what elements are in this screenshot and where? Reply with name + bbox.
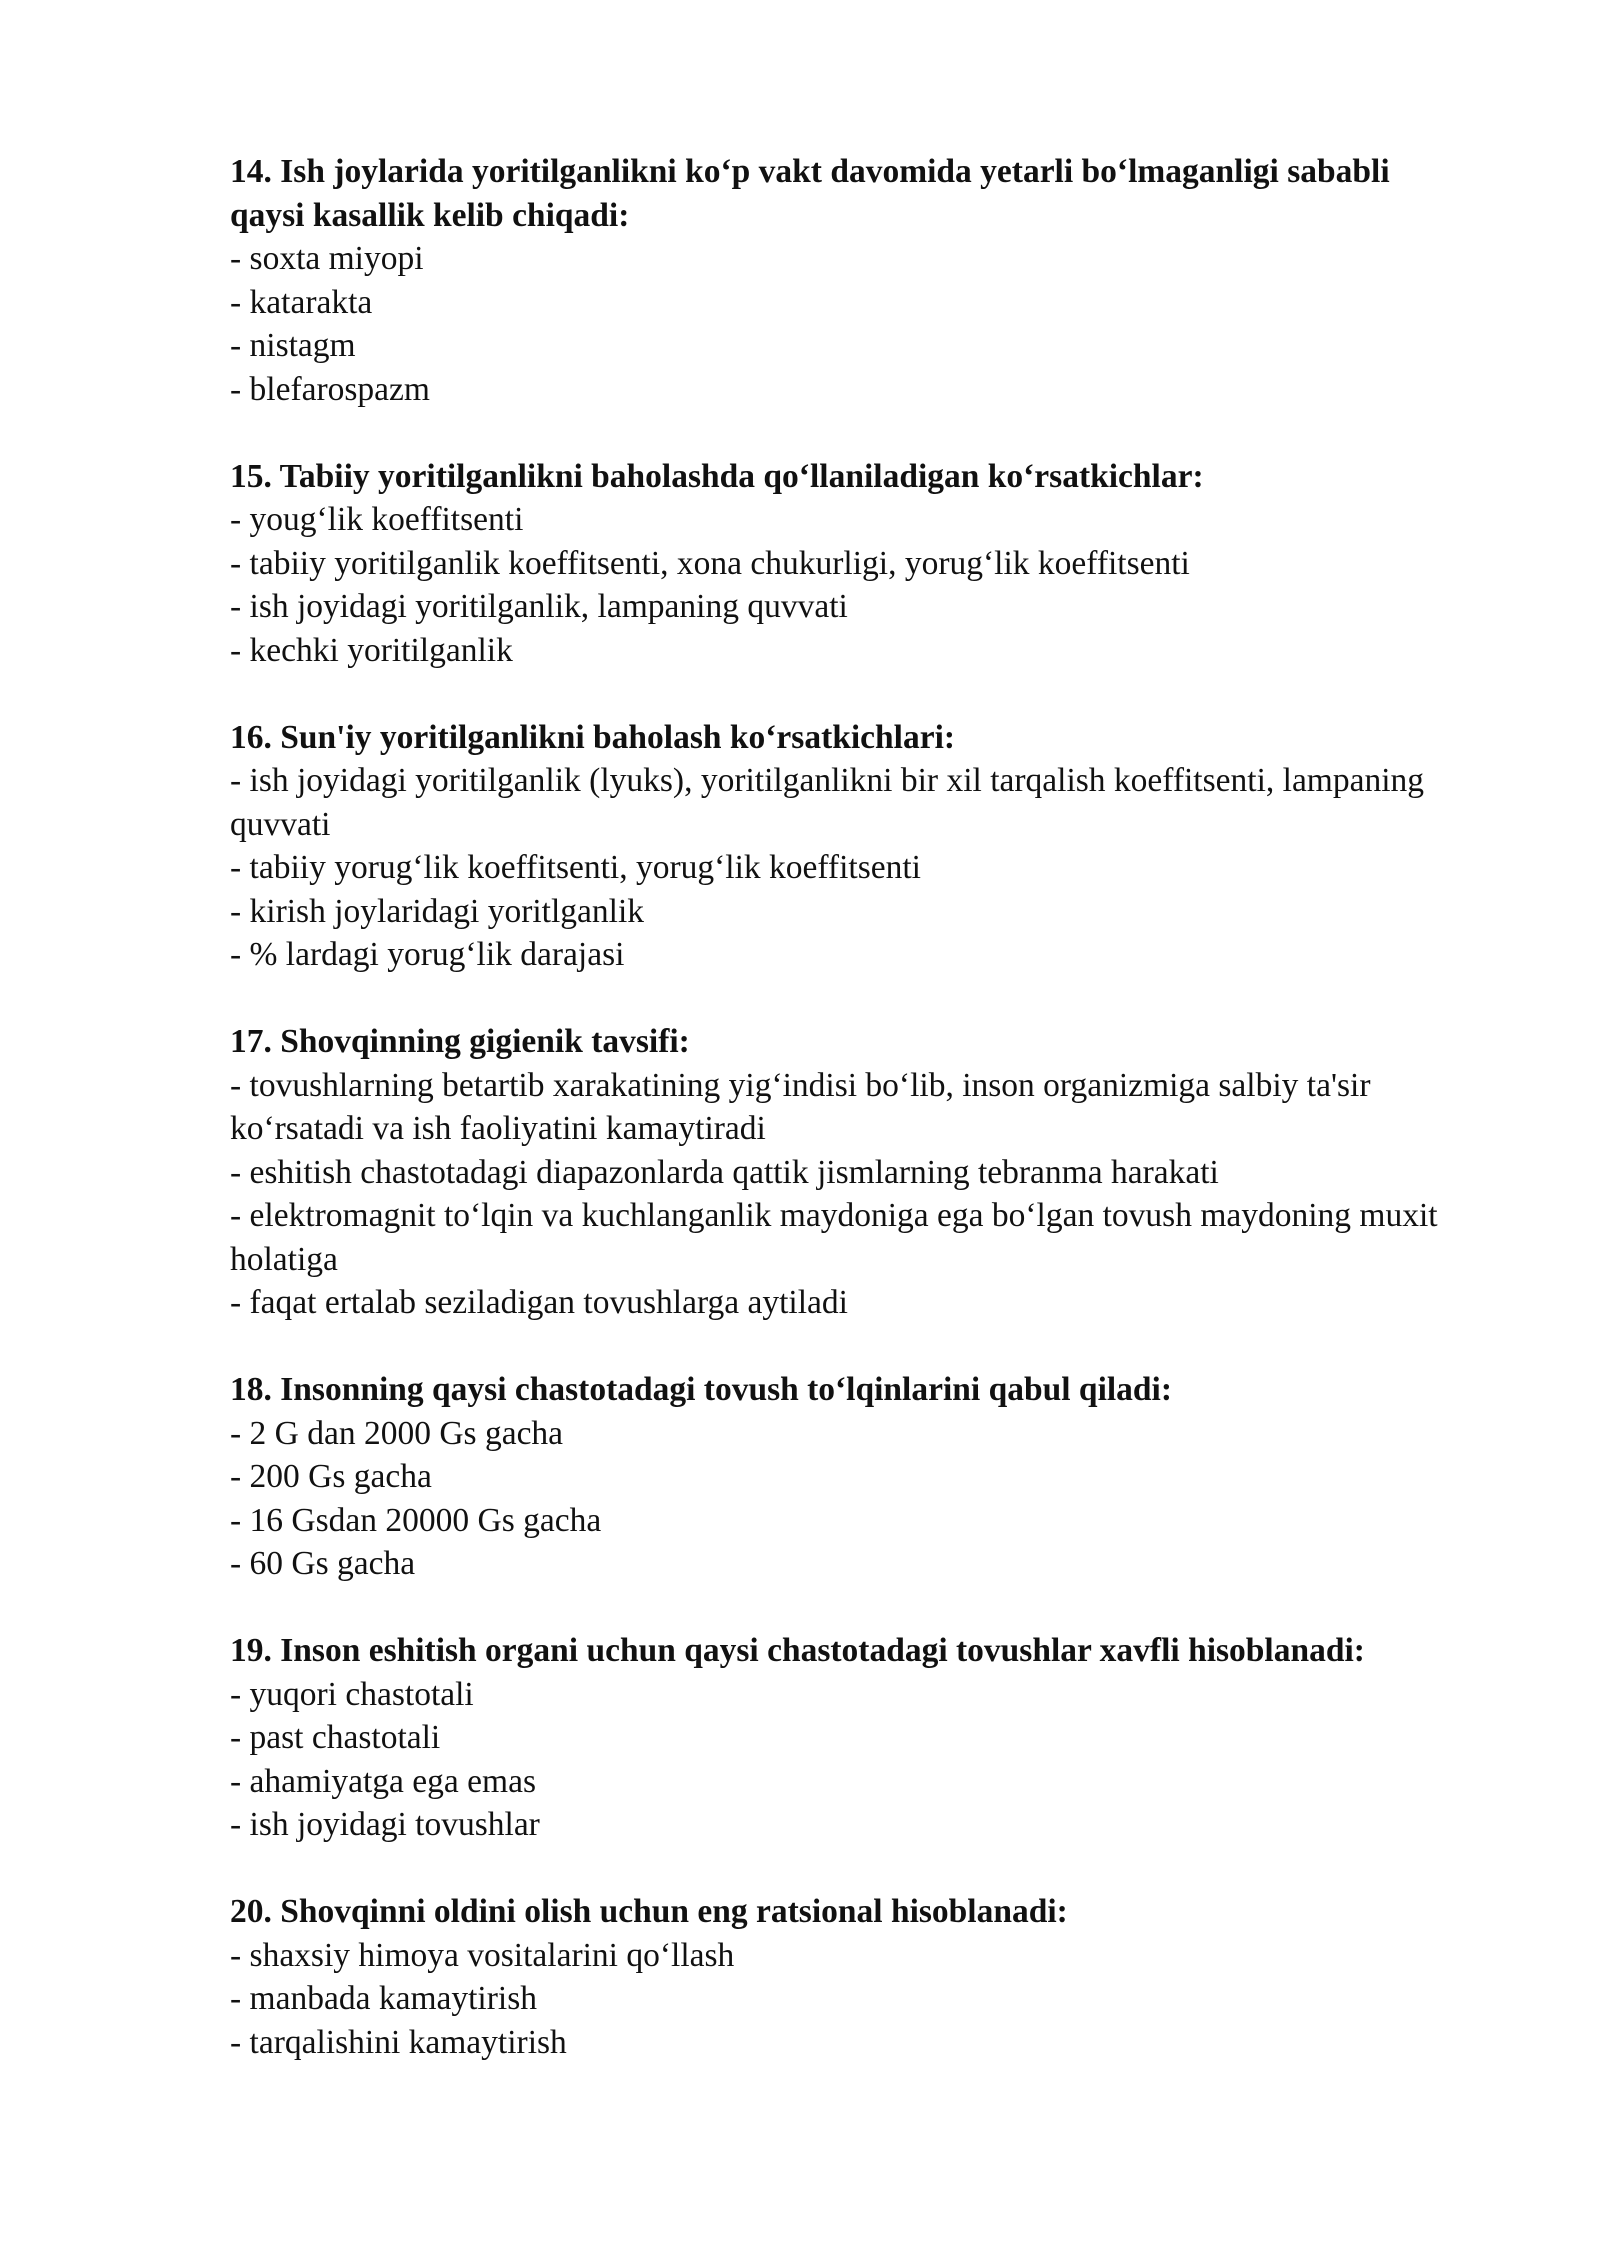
question-title: 16. Sun'iy yoritilganlikni baholash ko‘rsatkichlari: bbox=[230, 718, 956, 756]
answer-option: - ish joyidagi tovushlar bbox=[230, 1806, 540, 1843]
answer-option: - nistagm bbox=[230, 327, 356, 364]
answer-option: - manbada kamaytirish bbox=[230, 1980, 537, 2017]
question-16 bbox=[230, 716, 1470, 977]
answer-options bbox=[230, 1064, 1470, 1325]
answer-options bbox=[230, 1673, 1470, 1847]
question-14 bbox=[230, 150, 1470, 411]
answer-option: - yuqori chastotali bbox=[230, 1675, 474, 1713]
question-title: 17. Shovqinning gigienik tavsifi: bbox=[230, 1023, 690, 1060]
answer-option: - 60 Gs gacha bbox=[230, 1545, 416, 1582]
question-15 bbox=[230, 455, 1470, 673]
answer-option: - tarqalishini kamaytirish bbox=[230, 2023, 567, 2061]
answer-option: - tabiiy yoritilganlik koeffitsenti, xona chukurligi, yorug‘lik koeffitsenti bbox=[230, 544, 1190, 582]
answer-option: - kirish joylaridagi yoritlganlik bbox=[230, 892, 645, 930]
answer-option: - faqat ertalab seziladigan tovushlarga aytiladi bbox=[230, 1284, 848, 1321]
answer-option: - ish joyidagi yoritilganlik, lampaning quvvati bbox=[230, 588, 848, 625]
answer-option: - youg‘lik koeffitsenti bbox=[230, 501, 524, 538]
answer-options bbox=[230, 237, 1470, 411]
answer-option: - katarakta bbox=[230, 283, 373, 321]
question-18 bbox=[230, 1368, 1470, 1586]
answer-option: - kechki yoritilganlik bbox=[230, 631, 513, 669]
answer-option: - 16 Gsdan 20000 Gs gacha bbox=[230, 1501, 602, 1539]
question-20 bbox=[230, 1890, 1470, 2064]
answer-option: - soxta miyopi bbox=[230, 240, 424, 277]
answer-options bbox=[230, 1412, 1470, 1586]
answer-option: - tovushlarning betartib xarakatining yig‘indisi bo‘lib, inson organizmiga salbiy ta'sir ko‘rsatadi va ish faoliyatini kamaytiradi bbox=[230, 1066, 1371, 1147]
question-title: 20. Shovqinni oldini olish uchun eng ratsional hisoblanadi: bbox=[230, 1893, 1068, 1930]
question-title: 18. Insonning qaysi chastotadagi tovush to‘lqinlarini qabul qiladi: bbox=[230, 1371, 1173, 1408]
question-17 bbox=[230, 1020, 1470, 1325]
answer-option: - ish joyidagi yoritilganlik (lyuks), yoritilganlikni bir xil tarqalish koeffitsenti, lampaning quvvati bbox=[230, 762, 1425, 843]
answer-option: - 200 Gs gacha bbox=[230, 1458, 432, 1495]
answer-option: - shaxsiy himoya vositalarini qo‘llash bbox=[230, 1936, 735, 1974]
answer-options bbox=[230, 1934, 1470, 2065]
answer-option: - eshitish chastotadagi diapazonlarda qattik jismlarning tebranma harakati bbox=[230, 1153, 1219, 1191]
question-19 bbox=[230, 1629, 1470, 1847]
answer-option: - 2 G dan 2000 Gs gacha bbox=[230, 1414, 564, 1452]
answer-option: - blefarospazm bbox=[230, 370, 430, 408]
document-page bbox=[230, 150, 1470, 2108]
answer-option: - ahamiyatga ega emas bbox=[230, 1762, 536, 1800]
question-title: 19. Inson eshitish organi uchun qaysi chastotadagi tovushlar xavfli hisoblanadi: bbox=[230, 1632, 1365, 1669]
answer-options bbox=[230, 759, 1470, 977]
answer-options bbox=[230, 498, 1470, 672]
answer-option: - elektromagnit to‘lqin va kuchlanganlik maydoniga ega bo‘lgan tovush maydoning muxit holatiga bbox=[230, 1197, 1438, 1278]
question-title: 14. Ish joylarida yoritilganlikni ko‘p vakt davomida yetarli bo‘lmaganligi sababli qaysi kasallik kelib chiqadi: bbox=[230, 153, 1390, 234]
answer-option: - tabiiy yorug‘lik koeffitsenti, yorug‘lik koeffitsenti bbox=[230, 849, 921, 886]
question-title: 15. Tabiiy yoritilganlikni baholashda qo‘llaniladigan ko‘rsatkichlar: bbox=[230, 457, 1204, 495]
answer-option: - past chastotali bbox=[230, 1719, 441, 1756]
answer-option: - % lardagi yorug‘lik darajasi bbox=[230, 936, 625, 973]
